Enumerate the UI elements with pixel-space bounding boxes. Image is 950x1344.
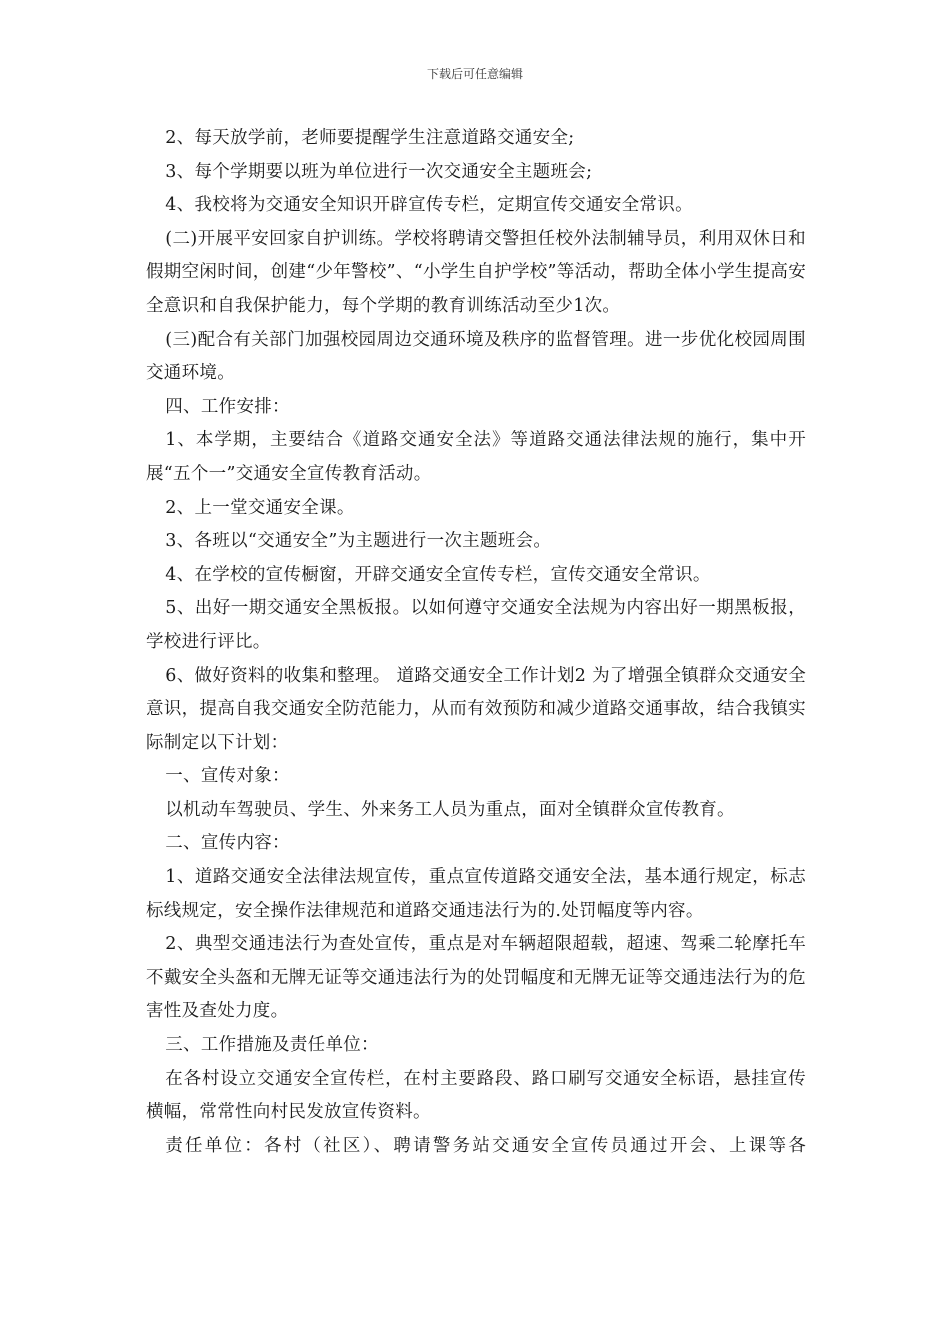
paragraph: 1、本学期，主要结合《道路交通安全法》等道路交通法律法规的施行，集中开展“五个一”交通安全宣传教育活动。 <box>146 430 806 484</box>
paragraph: (三)配合有关部门加强校园周边交通环境及秩序的监督管理。进一步优化校园周围交通环境。 <box>146 329 806 384</box>
section-heading: 一、宣传对象： <box>165 766 290 787</box>
paragraph: 2、上一堂交通安全课。 <box>165 497 355 518</box>
paragraph: 2、典型交通违法行为查处宣传，重点是对车辆超限超载，超速、驾乘二轮摩托车不戴安全头盔和无牌无证等交通违法行为的处罚幅度和无牌无证等交通违法行为的危害性及查处力度。 <box>146 934 806 1022</box>
paragraph: 2、每天放学前，老师要提醒学生注意道路交通安全; <box>165 128 575 148</box>
paragraph: 4、在学校的宣传橱窗，开辟交通安全宣传专栏，宣传交通安全常识。 <box>165 564 711 585</box>
document-body <box>146 122 806 1163</box>
section-heading: 二、宣传内容： <box>165 833 290 854</box>
paragraph: 1、道路交通安全法律法规宣传，重点宣传道路交通安全法，基本通行规定，标志标线规定，安全操作法律规范和道路交通违法行为的.处罚幅度等内容。 <box>146 867 806 921</box>
section-heading: 三、工作措施及责任单位： <box>165 1035 379 1056</box>
paragraph: 在各村设立交通安全宣传栏，在村主要路段、路口刷写交通安全标语，悬挂宣传横幅，常常性向村民发放宣传资料。 <box>146 1068 806 1123</box>
paragraph: 6、做好资料的收集和整理。 道路交通安全工作计划2 为了增强全镇群众交通安全意识，提高自我交通安全防范能力，从而有效预防和减少道路交通事故，结合我镇实际制定以下计划： <box>146 665 806 753</box>
paragraph: 以机动车驾驶员、学生、外来务工人员为重点，面对全镇群众宣传教育。 <box>165 799 735 820</box>
section-heading: 四、工作安排： <box>165 396 290 417</box>
paragraph: 3、各班以“交通安全”为主题进行一次主题班会。 <box>165 531 552 552</box>
paragraph: 5、出好一期交通安全黑板报。以如何遵守交通安全法规为内容出好一期黑板报，学校进行评比。 <box>146 598 806 652</box>
paragraph: 3、每个学期要以班为单位进行一次交通安全主题班会; <box>165 161 593 182</box>
paragraph: 责任单位：各村（社区）、聘请警务站交通安全宣传员通过开会、上课等各 <box>165 1135 806 1156</box>
page-header-note: 下载后可任意编辑 <box>426 67 523 81</box>
paragraph: 4、我校将为交通安全知识开辟宣传专栏，定期宣传交通安全常识。 <box>165 195 693 216</box>
paragraph: (二)开展平安回家自护训练。学校将聘请交警担任校外法制辅导员，利用双休日和假期空闲时间，创建“少年警校”、“小学生自护学校”等活动，帮助全体小学生提高安全意识和自我保护能力，每个学期的教育训练活动至少1次。 <box>146 228 806 316</box>
